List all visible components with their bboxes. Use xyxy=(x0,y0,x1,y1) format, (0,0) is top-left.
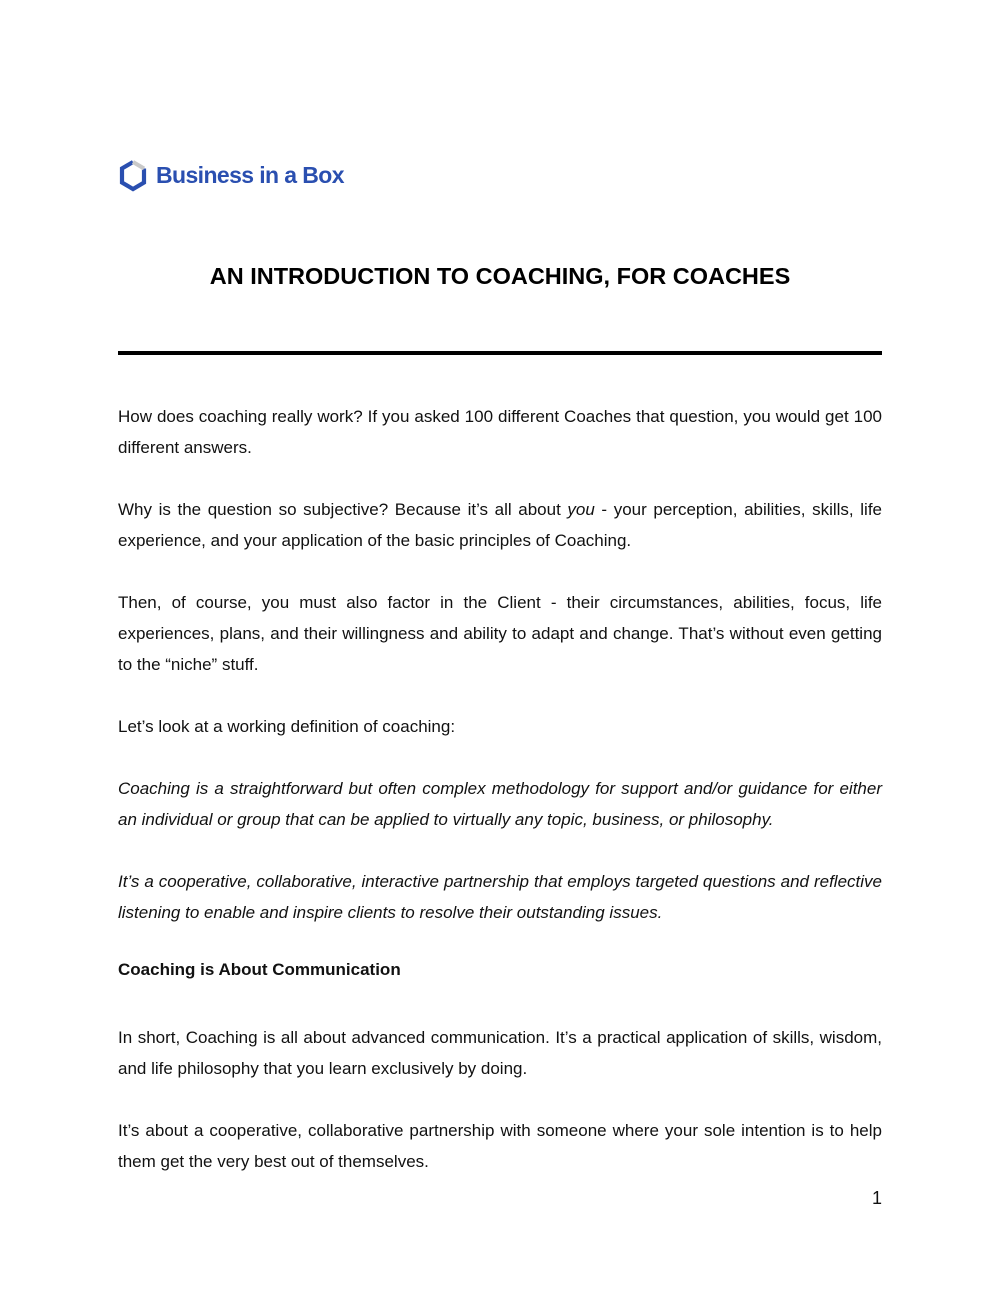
paragraph-text: - your perception, abilities, skills, life experience, and your application of the basic principles of Coaching. xyxy=(118,500,882,550)
page-number: 1 xyxy=(871,1188,882,1208)
paragraph: In short, Coaching is all about advanced communication. It’s a practical application of skills, wisdom, and life philosophy that you learn exclusively by doing. xyxy=(118,1028,882,1078)
paragraph: How does coaching really work? If you asked 100 different Coaches that question, you would get 100 different answers. xyxy=(118,407,882,457)
document-body xyxy=(118,401,882,1208)
paragraph: Then, of course, you must also factor in the Client - their circumstances, abilities, focus, life experiences, plans, and their willingness and ability to adapt and change. That’s without even getting to the “niche” stuff. xyxy=(118,593,882,674)
document-title: AN INTRODUCTION TO COACHING, FOR COACHES xyxy=(209,263,791,289)
definition-paragraph: It’s a cooperative, collaborative, interactive partnership that employs targeted questions and reflective listening to enable and inspire clients to resolve their outstanding issues. xyxy=(118,872,882,922)
brand-logo xyxy=(119,158,344,192)
emphasis-text: you xyxy=(567,500,595,519)
definition-paragraph: Coaching is a straightforward but often complex methodology for support and/or guidance for either an individual or group that can be applied to virtually any topic, business, or philosophy. xyxy=(118,779,882,829)
hexagon-logo-icon xyxy=(119,159,147,192)
title-divider xyxy=(118,351,882,355)
paragraph-text: Why is the question so subjective? Because it’s all about xyxy=(118,500,568,519)
logo-text: Business in a Box xyxy=(156,162,344,188)
paragraph xyxy=(118,494,882,556)
paragraph: It’s about a cooperative, collaborative partnership with someone where your sole intention is to help them get the very best out of themselves. xyxy=(118,1121,882,1171)
section-heading: Coaching is About Communication xyxy=(118,960,401,979)
paragraph: Let’s look at a working definition of coaching: xyxy=(118,717,456,736)
